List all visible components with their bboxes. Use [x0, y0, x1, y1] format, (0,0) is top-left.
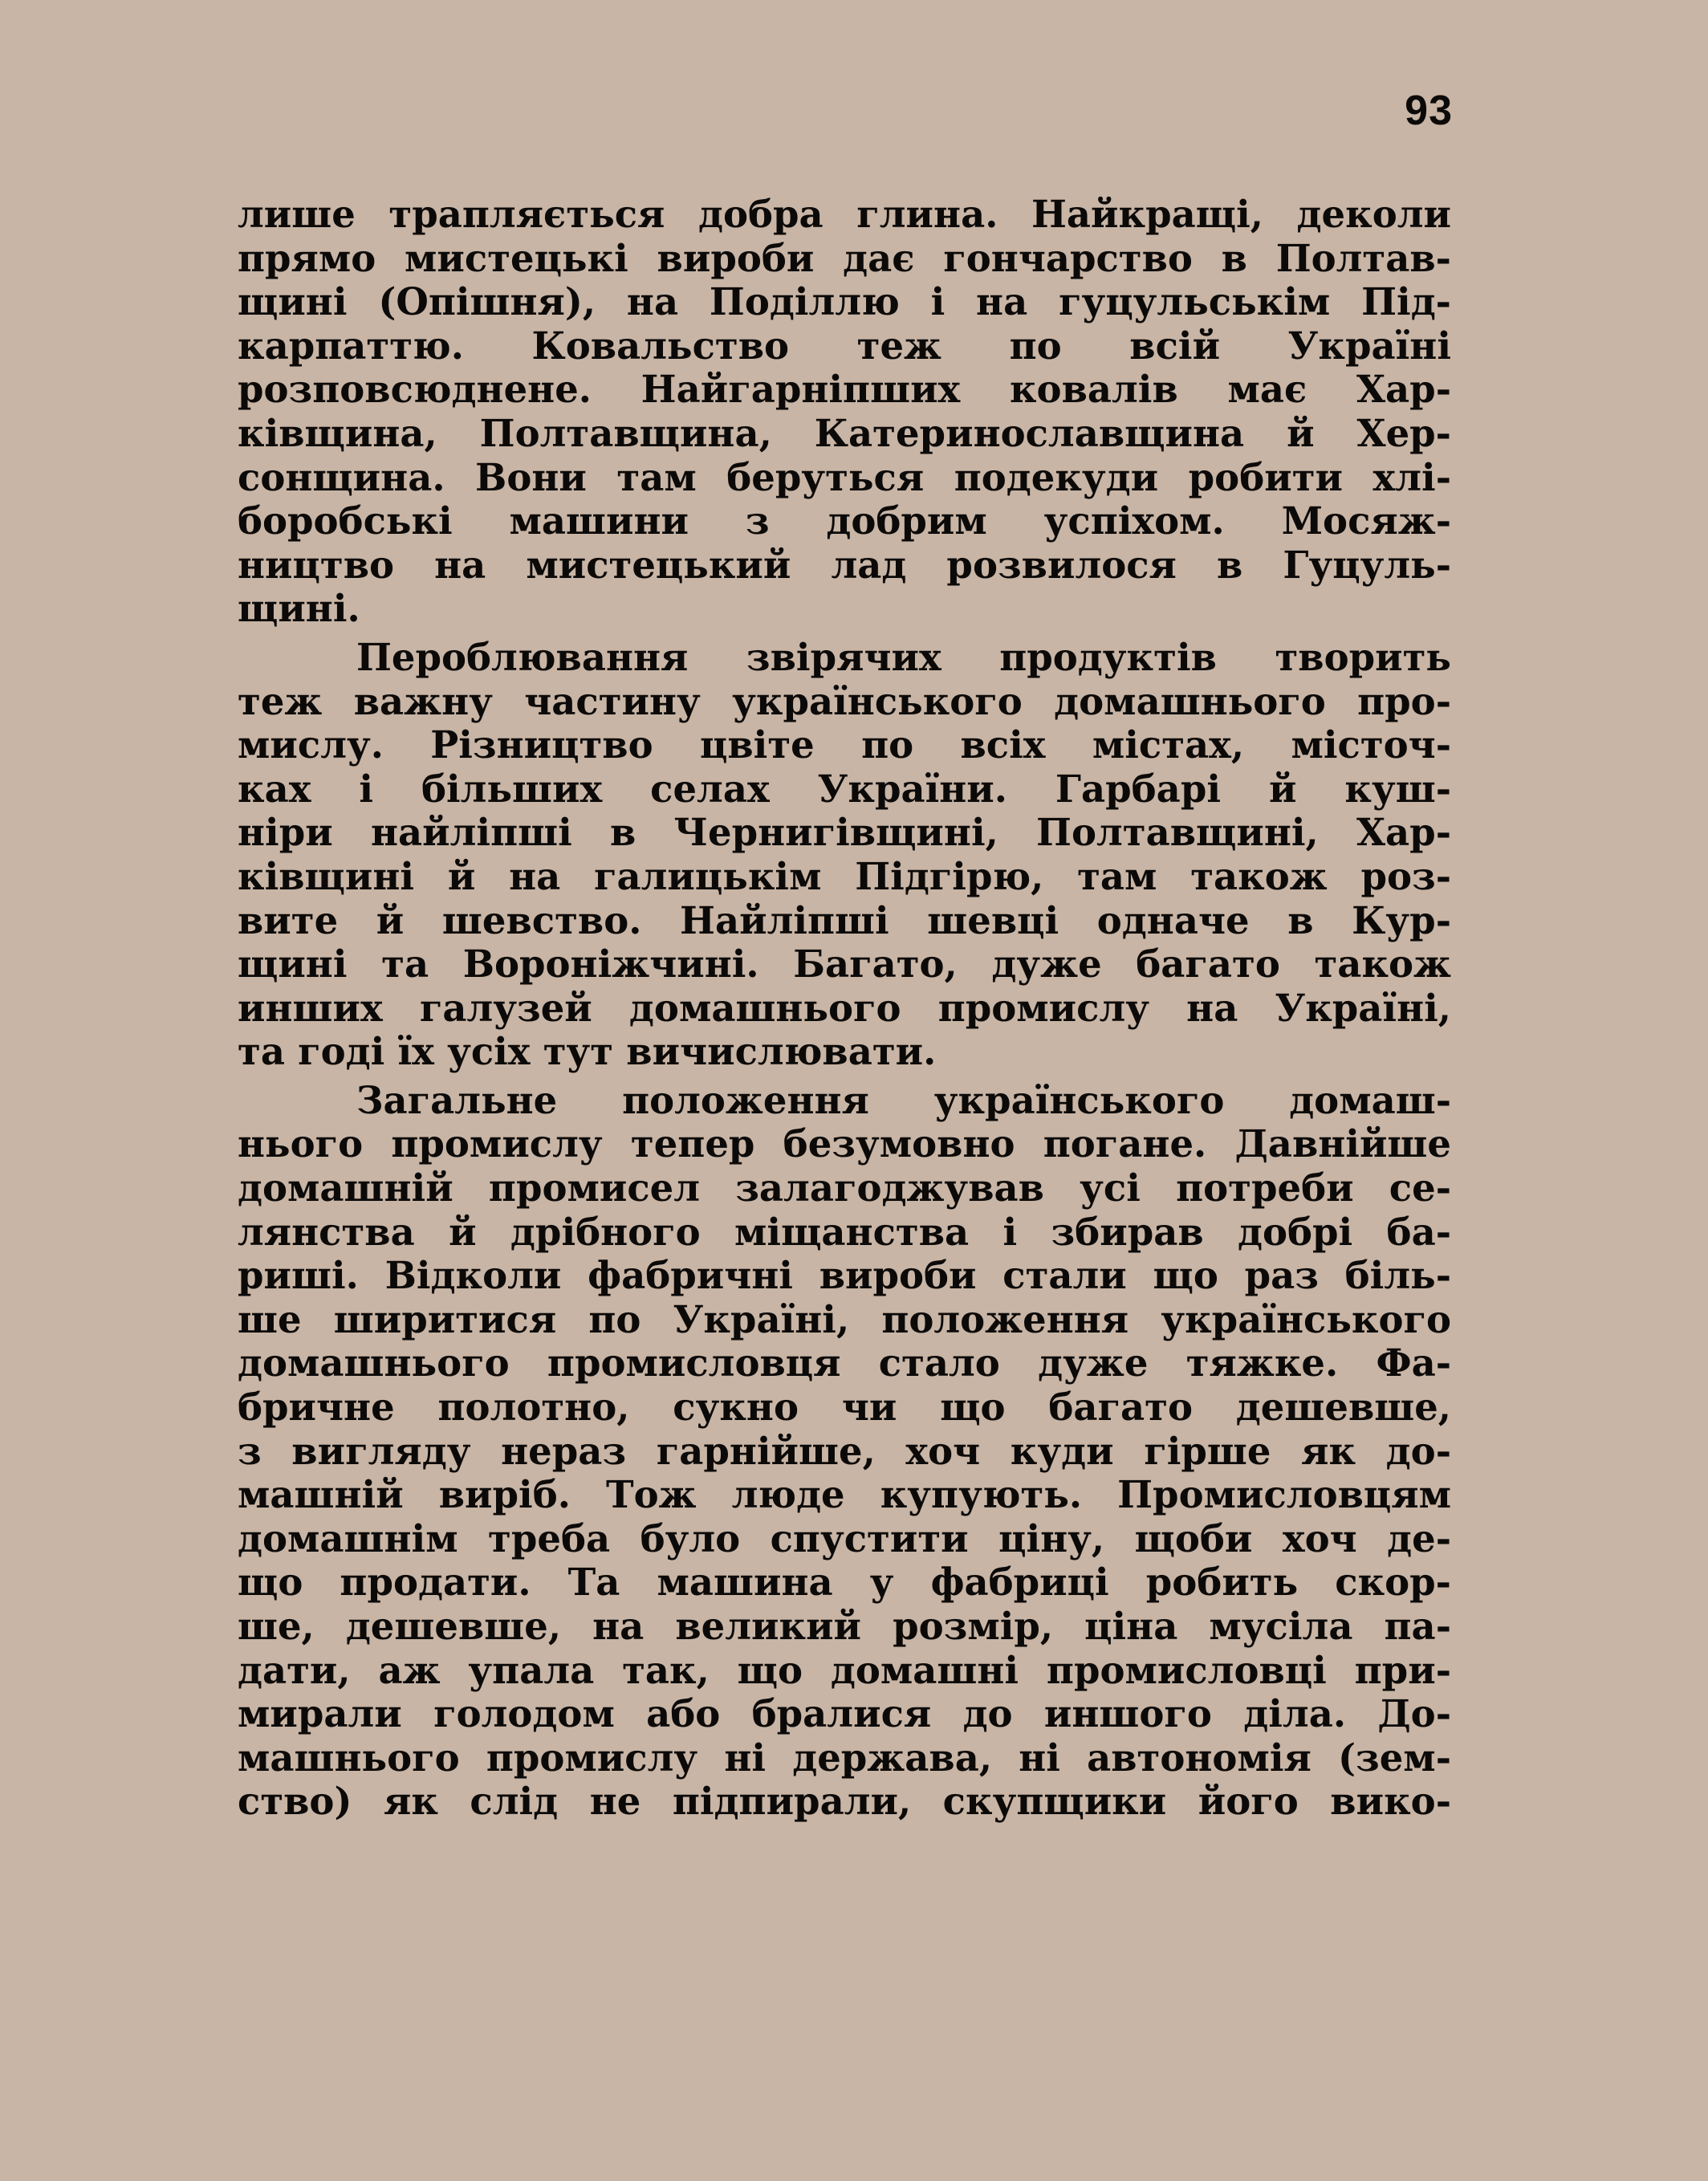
- text-line: щині.: [238, 586, 360, 631]
- text-line: мислу. Різництво цвіте по всіх містах, місточ-: [238, 722, 1451, 767]
- text-line: ше ширитися по Україні, положення українського: [238, 1296, 1451, 1341]
- text-line: щині (Опішня), на Поділлю і на гуцульськім Під-: [238, 279, 1451, 324]
- text-line: Загальне положення українського домаш-: [356, 1077, 1451, 1122]
- text-line: нього промислу тепер безумовно погане. Давнійше: [238, 1121, 1451, 1166]
- text-line: дати, аж упала так, що домашні промисловці при-: [238, 1647, 1451, 1692]
- text-line: ках і більших селах України. Гарбарі й куш-: [238, 766, 1451, 811]
- text-line: домашнім треба було спустити ціну, щоби хоч де-: [238, 1516, 1451, 1560]
- text-line: розповсюднене. Найгарніпших ковалів має Хар-: [238, 367, 1451, 412]
- paragraph-2: [238, 636, 1451, 1074]
- text-line: теж важну частину українського домашнього про-: [238, 678, 1451, 723]
- text-line: ніри найліпші в Чернигівщині, Полтавщині, Хар-: [238, 810, 1451, 855]
- text-line: що продати. Та машина у фабриці робить скор-: [238, 1560, 1451, 1605]
- text-line: риші. Відколи фабричні вироби стали що раз біль-: [238, 1253, 1451, 1298]
- text-line: инших галузей домашнього промислу на Україні,: [238, 985, 1451, 1030]
- text-line: домашнього промисловця стало дуже тяжке. Фа-: [238, 1341, 1451, 1386]
- page-number: 93: [1405, 87, 1453, 134]
- paragraph-1: [238, 193, 1451, 631]
- text-line: ство) як слід не підпирали, скупщики його вико-: [238, 1779, 1451, 1824]
- text-line: ництво на мистецький лад розвилося в Гуцуль-: [238, 542, 1451, 587]
- text-line: карпаттю. Ковальство теж по всій Україні: [238, 323, 1451, 368]
- text-line: ківщині й на галицькім Підгірю, там також роз-: [238, 853, 1451, 898]
- paragraph-3: [238, 1079, 1451, 1824]
- text-line: щині та Вороніжчині. Багато, дуже багато також: [238, 942, 1451, 987]
- text-line: мирали голодом або бралися до иншого діла. До-: [238, 1691, 1451, 1736]
- text-line: машнього промислу ні держава, ні автономія (зем-: [238, 1735, 1451, 1780]
- text-line: лише трапляється добра глина. Найкращі, деколи: [238, 192, 1451, 236]
- text-line: лянства й дрібного міщанства і збирав добрі ба-: [238, 1209, 1451, 1254]
- text-line: ше, дешевше, на великий розмір, ціна мусіла па-: [238, 1604, 1451, 1648]
- text-line: та годі їх усіх тут вичислювати.: [238, 1029, 937, 1074]
- page-body: [238, 193, 1451, 1829]
- text-line: сонщина. Вони там беруться подекуди робити хлі-: [238, 454, 1451, 499]
- text-line: боробські машини з добрим успіхом. Мосяж-: [238, 498, 1451, 543]
- text-line: з вигляду нераз гарнійше, хоч куди гірше як до-: [238, 1428, 1451, 1473]
- text-line: бричне полотно, сукно чи що багато дешевше,: [238, 1385, 1451, 1430]
- text-line: машній виріб. Тож люде купують. Промисловцям: [238, 1472, 1451, 1517]
- text-line: ківщина, Полтавщина, Катеринославщина й Хер-: [238, 410, 1451, 455]
- text-line: домашній промисел залагоджував усі потреби се-: [238, 1166, 1451, 1211]
- text-line: вите й шевство. Найліпші шевці одначе в Кур-: [238, 897, 1451, 942]
- text-line: прямо мистецькі вироби дає гончарство в Полтав-: [238, 235, 1451, 280]
- text-line: Пероблювання звірячих продуктів творить: [356, 634, 1451, 679]
